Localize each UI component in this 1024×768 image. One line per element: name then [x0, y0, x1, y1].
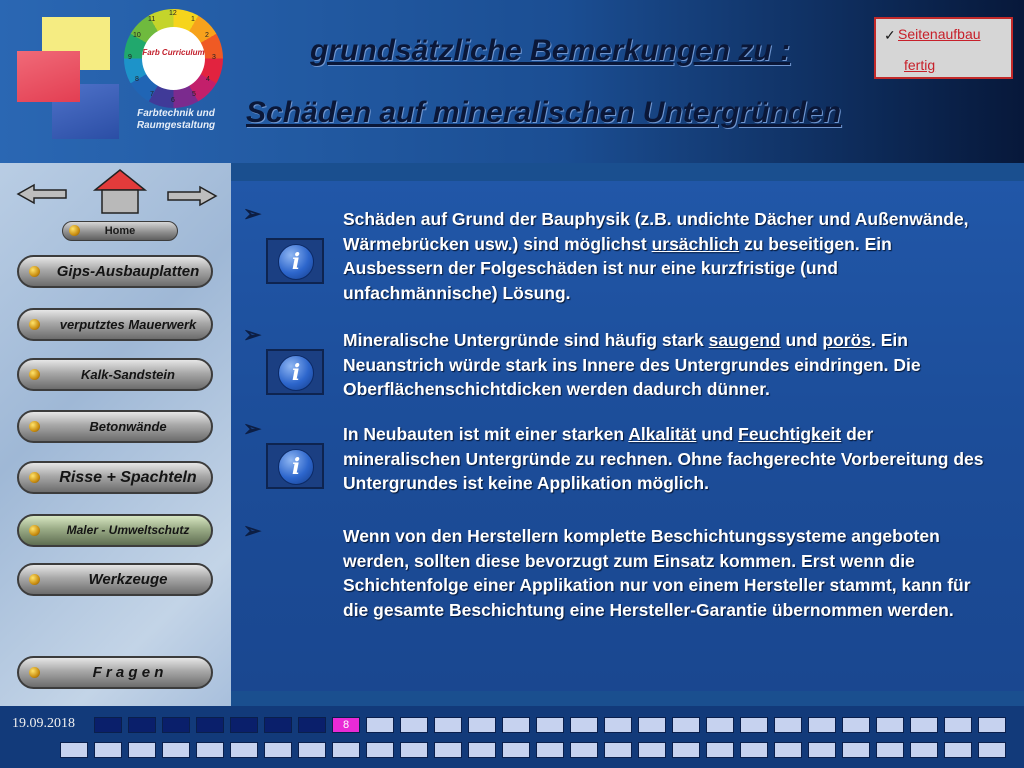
wheel-number: 10 [133, 32, 141, 39]
page-thumbnail[interactable] [366, 717, 394, 733]
nav-label: Maler - Umweltschutz [66, 523, 190, 537]
right-arrow-icon[interactable] [166, 185, 218, 207]
nav-fragen[interactable] [17, 656, 213, 689]
wheel-number: 11 [148, 16, 156, 23]
page-thumbnail[interactable] [332, 742, 360, 758]
page-thumbnail[interactable] [298, 717, 326, 733]
page-thumbnail[interactable] [536, 742, 564, 758]
page-thumbnail[interactable] [706, 742, 734, 758]
current-page-indicator[interactable]: 8 [332, 717, 360, 733]
home-button[interactable] [62, 221, 178, 241]
info-button[interactable] [266, 349, 324, 395]
text-underlined: saugend [708, 330, 781, 350]
page-thumbnail[interactable] [672, 742, 700, 758]
home-button-label: Home [104, 225, 136, 237]
checkmark-icon: ✓ [884, 27, 896, 43]
wheel-number: 9 [128, 54, 132, 61]
page-thumbnail[interactable] [740, 717, 768, 733]
page-thumbnail[interactable] [366, 742, 394, 758]
page-thumbnail[interactable] [400, 742, 428, 758]
text: und [696, 424, 739, 444]
info-icon: i [278, 355, 314, 391]
bullet-dot-icon [29, 369, 40, 380]
page-thumbnail[interactable] [604, 717, 632, 733]
text: In Neubauten ist mit einer starken [343, 424, 629, 444]
page-thumbnail[interactable] [978, 717, 1006, 733]
fertig-link[interactable]: fertig [904, 57, 936, 73]
logo-title: Farb Curriculum [142, 48, 205, 57]
nav-betonwaende[interactable] [17, 410, 213, 443]
paragraph-4: Wenn von den Herstellern komplette Beschichtungssysteme angeboten werden, sollten diese bevorzugt zum Einsatz kommen. Erst wenn die Schichtenfolge einer Applikation nur von einem Hersteller stammt, kann für die gesamte Beschichtung eine Hersteller-Garantie übernommen werden. [343, 526, 971, 620]
page-thumbnail[interactable] [400, 717, 428, 733]
bullet-arrow-icon: ➢ [243, 201, 262, 226]
page-thumbnail[interactable] [94, 742, 122, 758]
page-title-line1: grundsätzliche Bemerkungen zu : [310, 34, 791, 67]
nav-gips-ausbauplatten[interactable] [17, 255, 213, 288]
page-thumbnail[interactable] [434, 717, 462, 733]
wheel-number: 2 [205, 32, 209, 39]
wheel-number: 3 [212, 54, 216, 61]
nav-label: Betonwände [89, 419, 167, 434]
page-thumbnail[interactable] [604, 742, 632, 758]
page-thumbnail[interactable] [196, 717, 224, 733]
page-thumbnail[interactable] [264, 742, 292, 758]
page-thumbnail[interactable] [502, 717, 530, 733]
seitenaufbau-link[interactable]: Seitenaufbau [898, 26, 981, 42]
info-button[interactable] [266, 443, 324, 489]
page-thumbnail[interactable] [128, 742, 156, 758]
page-thumbnail[interactable] [706, 717, 734, 733]
text: Schäden auf Grund der Bauphysik (z.B. undichte Dächer und Außenwände, Wärmebrücken usw.) sind möglichst [343, 209, 969, 254]
page-thumbnail[interactable] [128, 717, 156, 733]
nav-maler-umweltschutz[interactable] [17, 514, 213, 547]
bullet-dot-icon [29, 525, 40, 536]
bullet-dot-icon [69, 225, 80, 236]
page-thumbnail[interactable] [298, 742, 326, 758]
page-thumbnail[interactable] [468, 742, 496, 758]
wheel-number: 8 [135, 76, 139, 83]
color-wheel-logo [124, 9, 223, 108]
info-icon: i [278, 244, 314, 280]
page-thumbnail[interactable] [162, 742, 190, 758]
wheel-number: 1 [191, 16, 195, 23]
page-thumbnail[interactable] [196, 742, 224, 758]
text: . Ein Neuanstrich würde stark ins Innere des Untergrundes eindringen. Die Oberflächenschichtdicken werden dadurch dünner. [343, 330, 921, 399]
page-thumbnail[interactable] [502, 742, 530, 758]
wheel-number: 4 [206, 76, 210, 83]
nav-werkzeuge[interactable] [17, 563, 213, 596]
page-thumbnail[interactable] [536, 717, 564, 733]
page-thumbnail[interactable] [910, 742, 938, 758]
nav-label: Gips-Ausbauplatten [56, 263, 200, 280]
footer-bar [0, 706, 1024, 768]
page-thumbnail[interactable] [808, 742, 836, 758]
page-thumbnail[interactable] [264, 717, 292, 733]
logo-subtitle-line2: Raumgestaltung [136, 120, 216, 131]
page-thumbnail[interactable] [842, 742, 870, 758]
bullet-dot-icon [29, 472, 40, 483]
wheel-number: 6 [171, 97, 175, 104]
page-thumbnail[interactable] [978, 742, 1006, 758]
page-thumbnail[interactable] [944, 717, 972, 733]
text: und [780, 330, 823, 350]
text: der mineralischen Untergründe zu rechnen. Ohne fachgerechte Vorbereitung des Untergrundes ist keine Applikation möglich. [343, 424, 984, 493]
page-thumbnail[interactable] [842, 717, 870, 733]
bullet-dot-icon [29, 319, 40, 330]
page-thumbnail[interactable] [570, 742, 598, 758]
bullet-arrow-icon: ➢ [243, 322, 262, 347]
bullet-arrow-icon: ➢ [243, 518, 262, 543]
text: Mineralische Untergründe sind häufig stark [343, 330, 709, 350]
bullet-dot-icon [29, 266, 40, 277]
paragraph-3 [343, 422, 988, 496]
nav-risse-spachteln[interactable] [17, 461, 213, 494]
house-icon[interactable] [93, 168, 147, 215]
nav-verputztes-mauerwerk[interactable] [17, 308, 213, 341]
page-thumbnail[interactable] [570, 717, 598, 733]
page-thumbnail[interactable] [774, 742, 802, 758]
page-thumbnail[interactable] [434, 742, 462, 758]
color-wheel-center [142, 27, 205, 90]
page-thumbnail[interactable] [638, 717, 666, 733]
text-underlined: Alkalität [628, 424, 697, 444]
page-thumbnail[interactable] [876, 717, 904, 733]
bullet-dot-icon [29, 421, 40, 432]
nav-label: Werkzeuge [88, 571, 168, 588]
wheel-number: 5 [192, 91, 196, 98]
page-thumbnail[interactable] [94, 717, 122, 733]
nav-label: verputztes Mauerwerk [59, 317, 197, 332]
page-thumbnail[interactable] [808, 717, 836, 733]
page-thumbnail[interactable] [740, 742, 768, 758]
page-thumbnail[interactable] [910, 717, 938, 733]
nav-label: F r a g e n [92, 664, 164, 681]
bullet-dot-icon [29, 667, 40, 678]
bullet-arrow-icon: ➢ [243, 416, 262, 441]
wheel-number: 12 [169, 10, 177, 17]
page-title-line2: Schäden auf mineralischen Untergründen [246, 96, 842, 129]
page-thumbnail[interactable] [468, 717, 496, 733]
logo-subtitle [128, 108, 224, 132]
page-thumbnail[interactable] [638, 742, 666, 758]
page-thumbnail[interactable] [672, 717, 700, 733]
text: zu beseitigen. Ein Ausbessern der Folgeschäden ist nur eine kurzfristige (und unfachmännische) Lösung. [343, 233, 892, 303]
page-thumbnail[interactable] [774, 717, 802, 733]
page-thumbnail[interactable] [876, 742, 904, 758]
logo-subtitle-line1: Farbtechnik und [137, 108, 215, 119]
text-underlined: ursächlich [651, 233, 740, 254]
nav-label: Kalk-Sandstein [81, 367, 175, 382]
left-arrow-icon[interactable] [16, 183, 68, 205]
info-button[interactable] [266, 238, 324, 284]
paragraph-2 [343, 328, 988, 402]
paragraph-1 [343, 207, 988, 305]
page-thumbnail[interactable] [230, 717, 258, 733]
page-thumbnail[interactable] [60, 742, 88, 758]
bullet-dot-icon [29, 574, 40, 585]
wheel-number: 7 [150, 91, 154, 98]
date-label: 19.09.2018 [12, 716, 75, 731]
status-box [874, 17, 1013, 79]
info-icon: i [278, 449, 314, 485]
text-underlined: Feuchtigkeit [738, 424, 842, 444]
text-underlined: porös [822, 330, 872, 350]
page-thumbnail[interactable] [944, 742, 972, 758]
page-thumbnail[interactable] [230, 742, 258, 758]
logo-square-red [17, 51, 80, 102]
nav-label: Risse + Spachteln [59, 469, 197, 486]
page-thumbnail[interactable] [162, 717, 190, 733]
nav-kalk-sandstein[interactable] [17, 358, 213, 391]
